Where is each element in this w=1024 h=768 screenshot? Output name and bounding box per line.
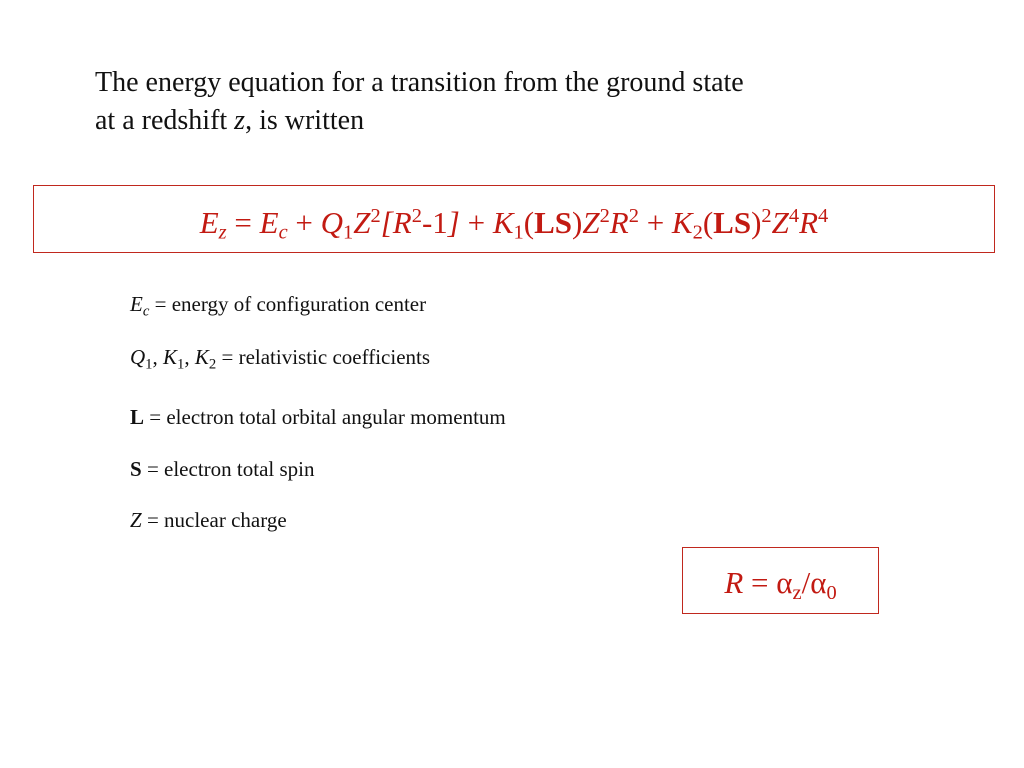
eq-r1-symbol: R	[392, 204, 412, 240]
eq-lhs-symbol: E	[199, 204, 219, 240]
r-equals: =	[743, 565, 777, 600]
redshift-variable: z	[234, 105, 246, 136]
def-ec-symbol: E	[130, 292, 143, 316]
eq-r1-sup: 2	[411, 204, 422, 227]
def-sep-2: ,	[184, 345, 195, 369]
def-l-text: = electron total orbital angular momentum	[144, 405, 506, 429]
def-s-symbol: S	[130, 457, 142, 481]
def-z-text: = nuclear charge	[141, 508, 287, 532]
eq-paren-open-2: (	[702, 204, 714, 240]
eq-k2-sub: 2	[692, 221, 703, 244]
intro-line-1: The energy equation for a transition from the ground state	[95, 67, 744, 98]
eq-z2-sup: 2	[599, 204, 610, 227]
def-q-symbol: Q	[130, 345, 146, 369]
eq-bracket-open: [	[380, 204, 393, 240]
def-k1-symbol: K	[163, 345, 178, 369]
def-k1-sub: 1	[177, 356, 185, 373]
def-sep-1: ,	[152, 345, 164, 369]
eq-plus-3: +	[638, 204, 672, 240]
alpha-z-sub: z	[792, 582, 802, 605]
eq-plus-2: +	[459, 204, 493, 240]
def-ec-sub: c	[142, 303, 150, 320]
eq-z2-symbol: Z	[582, 204, 600, 240]
eq-ec-sub: c	[278, 221, 288, 244]
eq-r2-sup: 2	[628, 204, 639, 227]
r-definition	[724, 565, 837, 605]
def-k2-sub: 2	[208, 356, 217, 373]
r-definition-box	[682, 547, 879, 614]
def-l-symbol: L	[130, 405, 145, 429]
definition-coefficients	[130, 345, 431, 373]
alpha-0-sub: 0	[826, 582, 837, 605]
definition-z	[130, 508, 287, 533]
r-symbol: R	[724, 565, 744, 600]
energy-equation-box	[33, 185, 995, 253]
eq-ls-sup: 2	[761, 204, 772, 227]
eq-equals: =	[226, 204, 260, 240]
eq-bracket-close: ]	[447, 204, 460, 240]
eq-lhs-sub: z	[218, 221, 227, 244]
alpha-z-symbol: α	[776, 565, 793, 600]
eq-ls-1: LS	[534, 204, 572, 240]
def-z-symbol: Z	[130, 508, 142, 532]
intro-line-2-end: , is written	[245, 105, 365, 136]
intro-line-2	[95, 102, 955, 140]
intro-line-2-start: at a redshift	[95, 105, 235, 136]
eq-k1-sub: 1	[513, 221, 524, 244]
definition-s	[130, 457, 315, 482]
eq-z1-sup: 2	[370, 204, 381, 227]
definition-l	[130, 405, 506, 430]
eq-r3-sup: 4	[818, 204, 829, 227]
def-q-sub: 1	[145, 356, 153, 373]
def-coeffs-text: = relativistic coefficients	[216, 345, 431, 369]
eq-q-symbol: Q	[320, 204, 344, 240]
intro-text	[95, 64, 955, 140]
alpha-0-symbol: α	[810, 565, 827, 600]
eq-paren-close-2: )	[751, 204, 762, 240]
eq-r2-symbol: R	[609, 204, 629, 240]
eq-q-sub: 1	[343, 221, 354, 244]
energy-equation	[199, 204, 829, 244]
eq-r3-symbol: R	[799, 204, 819, 240]
def-k2-symbol: K	[194, 345, 209, 369]
definition-ec	[130, 292, 427, 320]
eq-paren-open-1: (	[523, 204, 535, 240]
eq-ls-2: LS	[713, 204, 752, 240]
r-slash: /	[801, 565, 811, 600]
eq-k1-symbol: K	[492, 204, 514, 240]
eq-paren-close-1: )	[571, 204, 583, 240]
eq-z1-symbol: Z	[353, 204, 371, 240]
eq-plus-1: +	[287, 204, 321, 240]
eq-z3-sup: 4	[788, 204, 800, 227]
def-ec-text: = energy of configuration center	[149, 292, 427, 316]
def-s-text: = electron total spin	[141, 457, 315, 481]
eq-z3-symbol: Z	[771, 204, 789, 240]
eq-ec-symbol: E	[259, 204, 279, 240]
eq-k2-symbol: K	[671, 204, 693, 240]
eq-minus-one: -1	[421, 204, 448, 240]
